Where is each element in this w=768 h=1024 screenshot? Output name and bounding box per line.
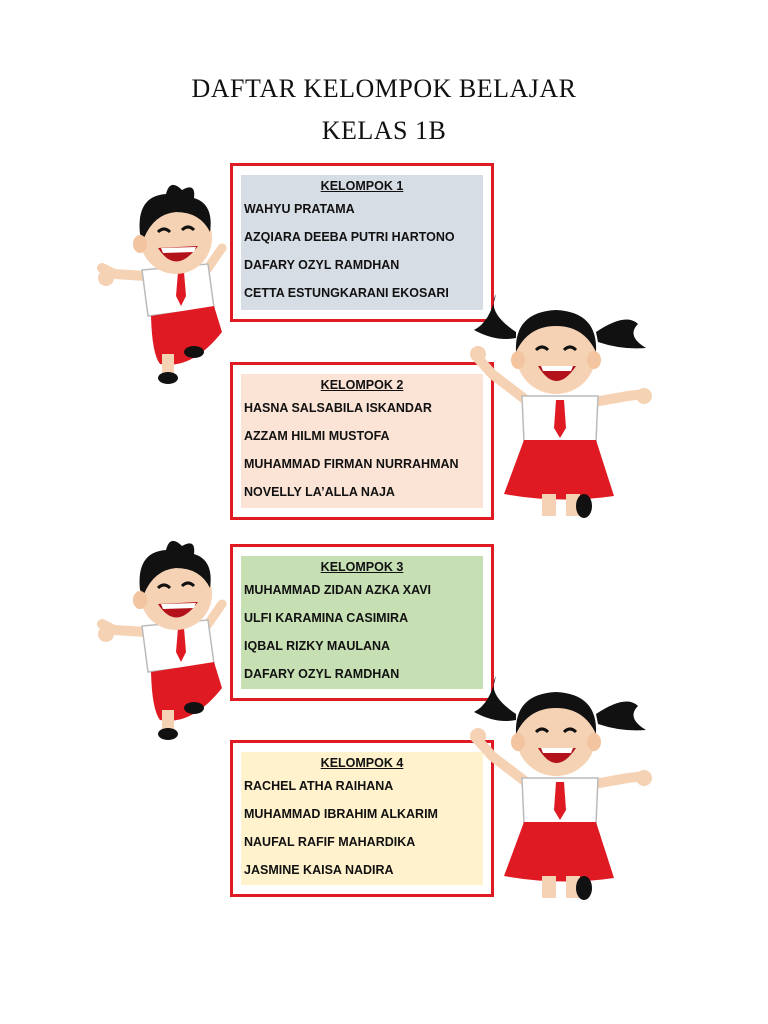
- member-name: RACHEL ATHA RAIHANA: [244, 779, 394, 793]
- member-name: AZQIARA DEEBA PUTRI HARTONO: [244, 230, 455, 244]
- group-panel: [241, 556, 483, 689]
- member-name: DAFARY OZYL RAMDHAN: [244, 667, 400, 681]
- girl-illustration: [466, 674, 652, 906]
- member-name: AZZAM HILMI MUSTOFA: [244, 429, 390, 443]
- member-name: MUHAMMAD FIRMAN NURRAHMAN: [244, 457, 459, 471]
- group-panel: [241, 175, 483, 310]
- member-name: DAFARY OZYL RAMDHAN: [244, 258, 400, 272]
- group-title: KELOMPOK 1: [320, 179, 404, 193]
- group-box-4: [230, 740, 494, 897]
- member-name: CETTA ESTUNGKARANI EKOSARI: [244, 286, 449, 300]
- group-title: KELOMPOK 3: [320, 560, 404, 574]
- group-title: KELOMPOK 2: [320, 378, 404, 392]
- group-title: KELOMPOK 4: [320, 756, 404, 770]
- member-name: JASMINE KAISA NADIRA: [244, 863, 394, 877]
- girl-illustration: [466, 292, 652, 524]
- boy-illustration: [96, 176, 228, 386]
- member-name: MUHAMMAD ZIDAN AZKA XAVI: [244, 583, 432, 597]
- group-panel: [241, 752, 483, 885]
- member-name: WAHYU PRATAMA: [244, 202, 355, 216]
- member-name: IQBAL RIZKY MAULANA: [244, 639, 391, 653]
- member-name: NAUFAL RAFIF MAHARDIKA: [244, 835, 416, 849]
- member-name: MUHAMMAD IBRAHIM ALKARIM: [244, 807, 438, 821]
- group-box-2: [230, 362, 494, 520]
- group-panel: [241, 374, 483, 508]
- member-name: HASNA SALSABILA ISKANDAR: [244, 401, 432, 415]
- group-box-3: [230, 544, 494, 701]
- member-name: ULFI KARAMINA CASIMIRA: [244, 611, 409, 625]
- boy-illustration: [96, 532, 228, 742]
- page-title: DAFTAR KELOMPOK BELAJAR: [191, 74, 577, 103]
- group-box-1: [230, 163, 494, 322]
- page-subtitle: KELAS 1B: [321, 116, 447, 145]
- member-name: NOVELLY LA’ALLA NAJA: [244, 485, 395, 499]
